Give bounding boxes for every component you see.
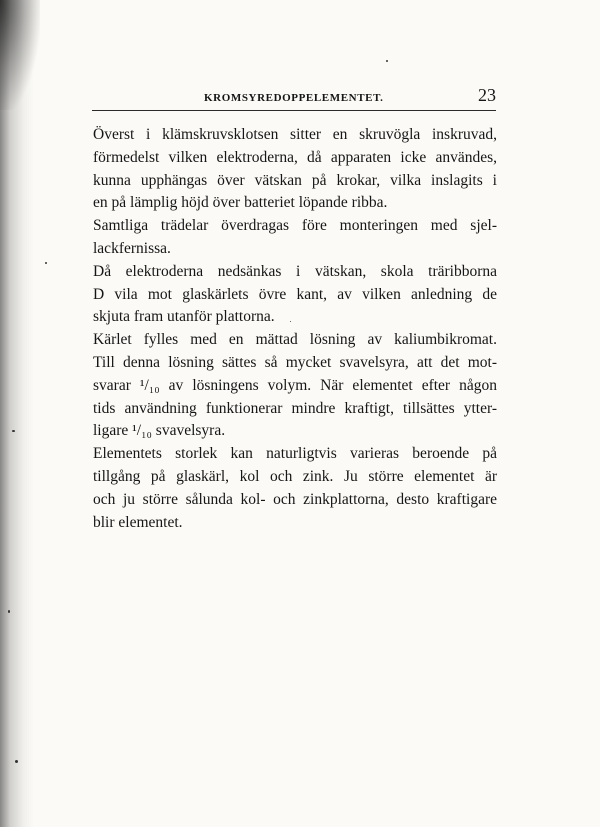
text-line: ligare ¹/₁₀ svavelsyra. (93, 422, 226, 440)
text-line: tids användning funktionerar mindre kraftigt, tillsättes ytter- (93, 399, 497, 417)
paragraph (83, 124, 497, 215)
text-line: D vila mot glaskärlets övre kant, av vilken anledning de (93, 285, 497, 303)
scan-speck (45, 262, 47, 264)
text-line: svarar ¹/₁₀ av lösningens volym. När elementet efter någon (93, 376, 497, 394)
text-line: och ju större sålunda kol- och zinkplattorna, desto kraftigare (93, 490, 497, 508)
scan-speck (15, 760, 18, 763)
page-number: 23 (478, 85, 496, 105)
paragraph (83, 261, 497, 329)
text-line: skjuta fram utanför plattorna. (93, 308, 275, 326)
running-title: KROMSYREDOPPELEMENTET. (204, 92, 384, 104)
scan-speck (12, 430, 15, 432)
text-line: blir elementet. (93, 513, 183, 531)
text-line: en på lämplig höjd över batteriet löpande ribba. (93, 194, 388, 212)
text-line: Elementets storlek kan naturligtvis varieras beroende på (93, 445, 497, 463)
text-line: Kärlet fylles med en mättad lösning av kaliumbikromat. (93, 331, 497, 349)
text-line: kunna upphängas över vätskan på krokar, vilka inslagits i (93, 171, 497, 189)
text-line: Överst i klämskruvsklotsen sitter en skruvögla inskruvad, (93, 126, 497, 143)
paragraph (83, 329, 497, 443)
text-line: Till denna lösning sättes så mycket svavelsyra, att det mot- (93, 353, 497, 371)
corner-shadow (0, 0, 40, 110)
header-rule (92, 110, 496, 111)
text-line: Samtliga trädelar överdragas före monteringen med sjel- (93, 217, 497, 235)
paragraph (83, 215, 497, 261)
text-line: tillgång på glaskärl, kol och zink. Ju större elementet är (93, 467, 497, 485)
scan-speck (290, 321, 291, 322)
binding-shadow (0, 0, 34, 827)
text-line: Då elektroderna nedsänkas i vätskan, skola träribborna (93, 262, 497, 280)
text-line: lackfernissa. (93, 239, 171, 257)
scan-speck (386, 60, 388, 62)
paragraph (83, 443, 497, 534)
running-head (92, 85, 502, 108)
text-line: förmedelst vilken elektroderna, då apparaten icke användes, (93, 148, 497, 166)
body-text (83, 124, 497, 534)
scan-speck (8, 610, 10, 613)
